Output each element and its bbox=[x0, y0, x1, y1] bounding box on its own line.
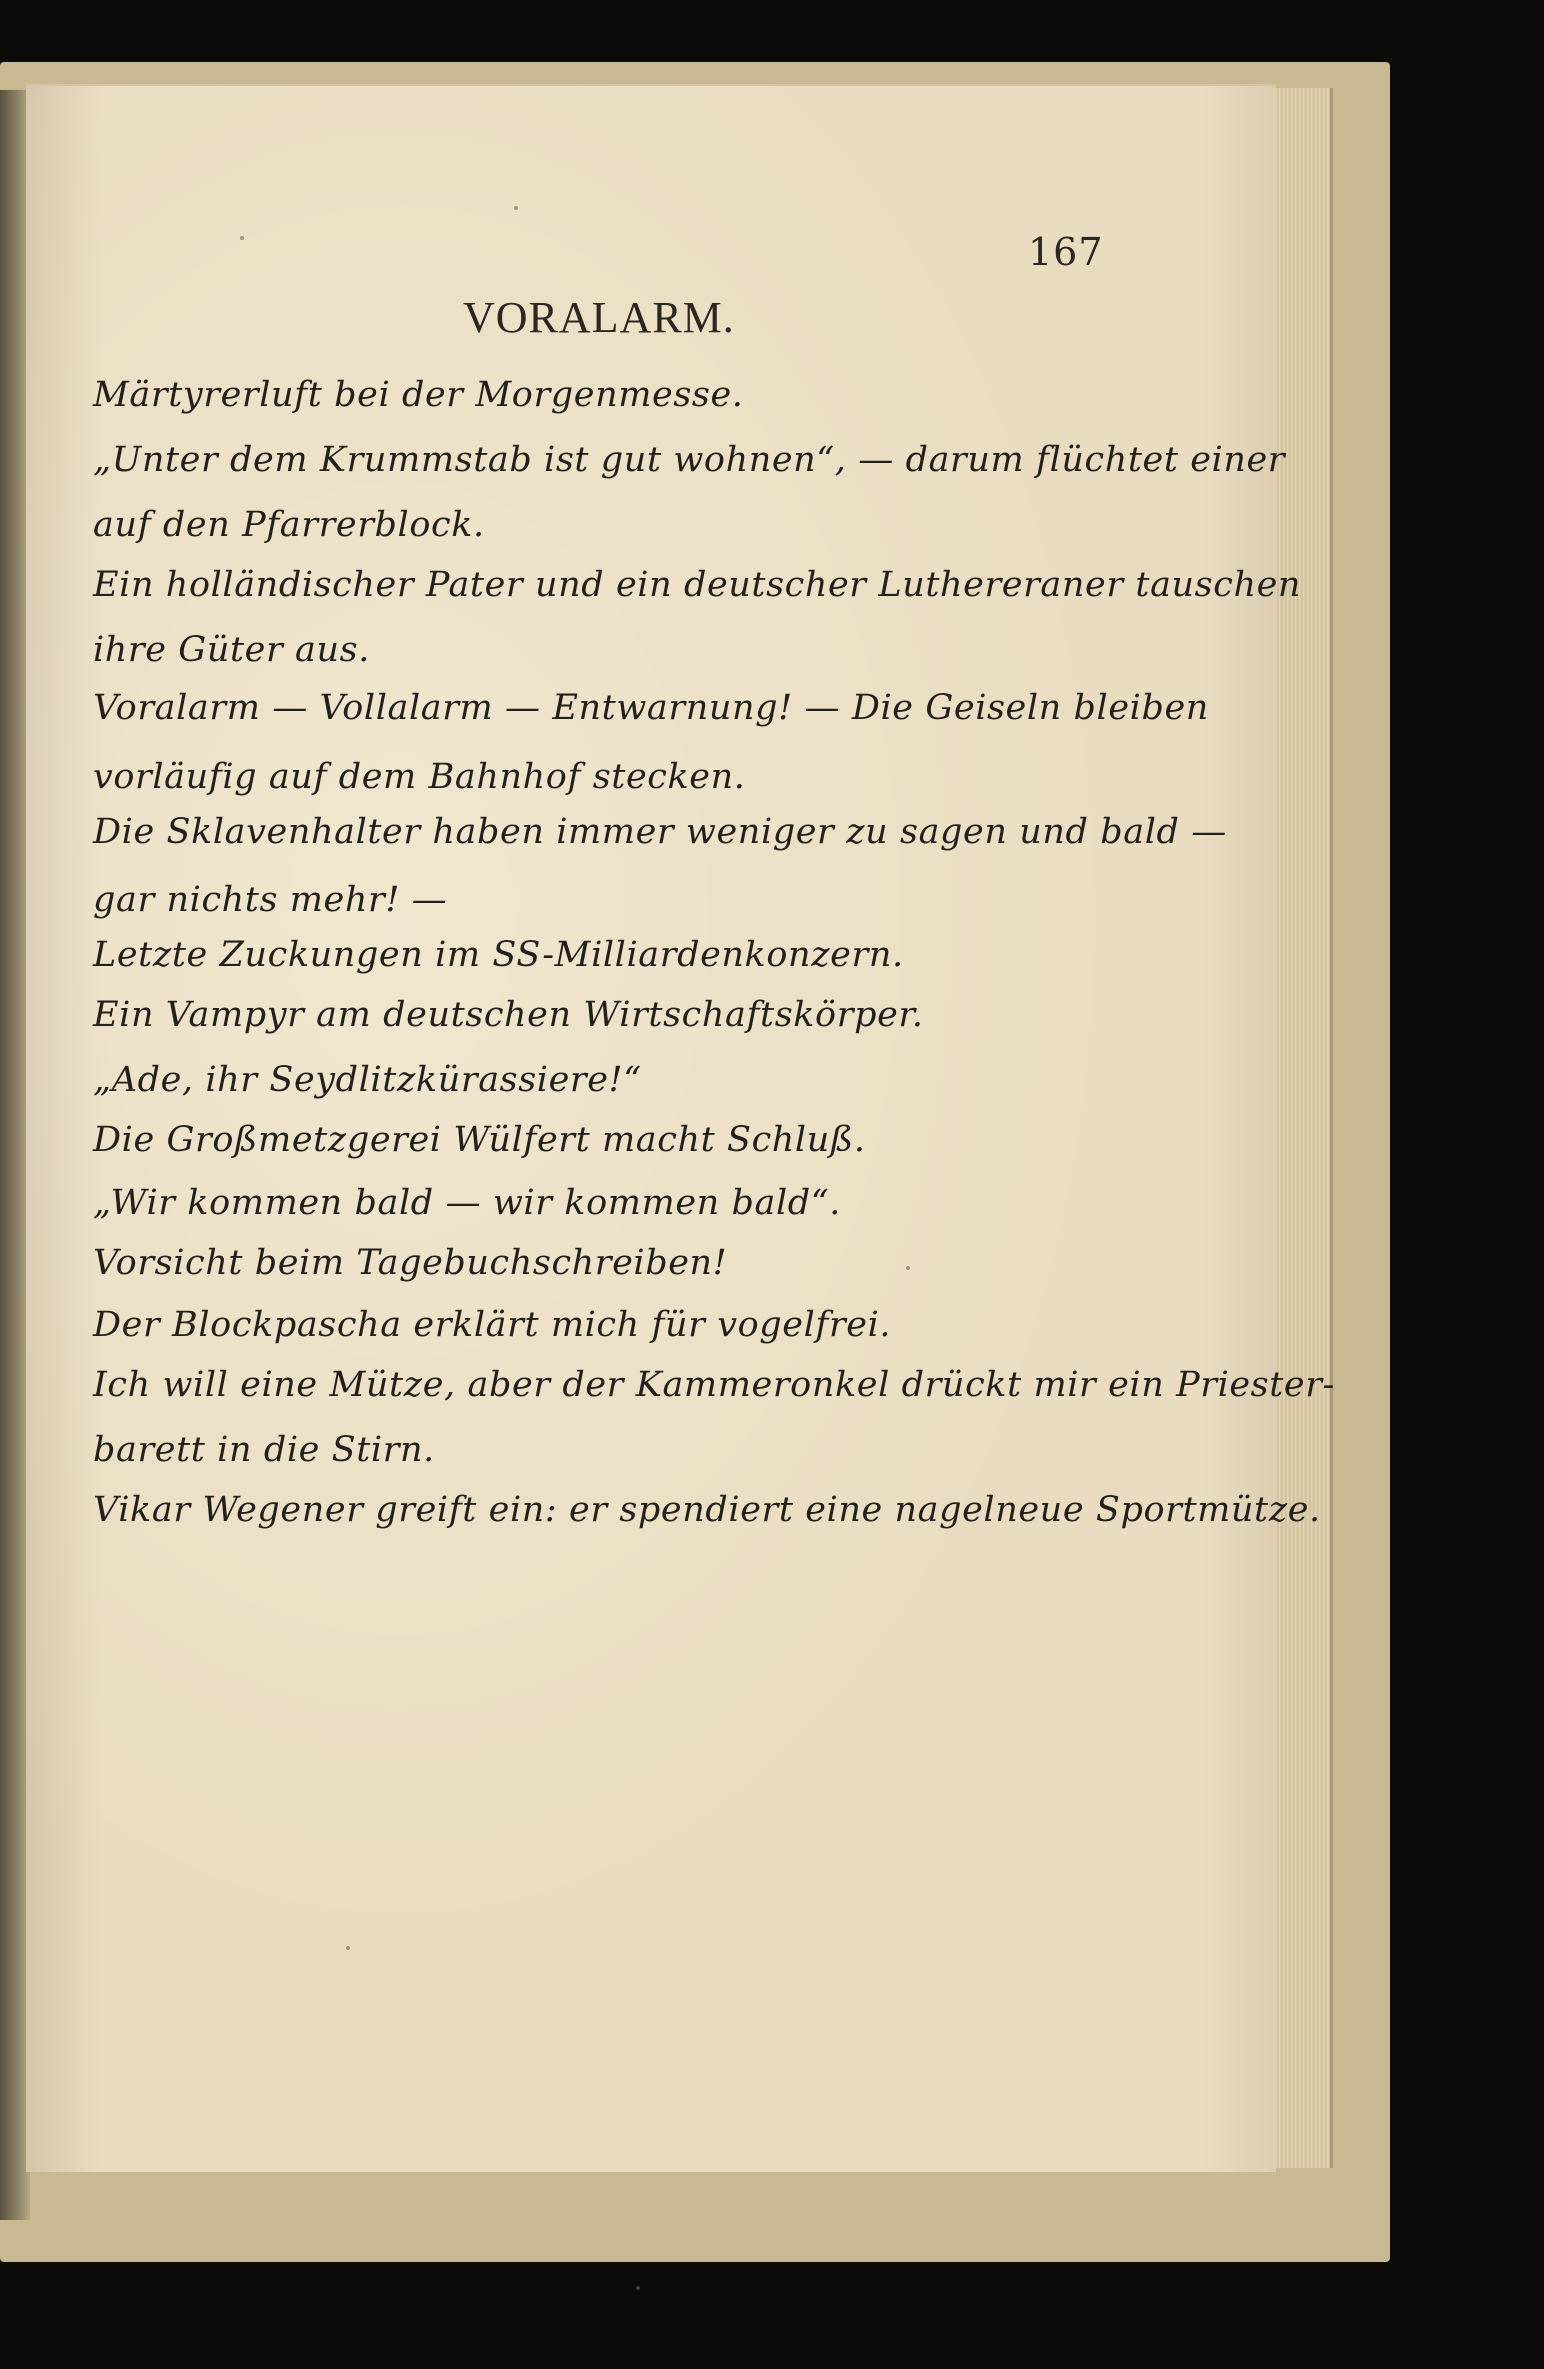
text-line: vorläufig auf dem Bahnhof stecken. bbox=[93, 757, 746, 797]
text-line: Die Sklavenhalter haben immer weniger zu sagen und bald — bbox=[93, 812, 1227, 852]
text-line: „Unter dem Krummstab ist gut wohnen“, — darum flüchtet einer bbox=[93, 440, 1286, 480]
text-line: „Wir kommen bald — wir kommen bald“. bbox=[93, 1183, 841, 1223]
text-line: auf den Pfarrerblock. bbox=[93, 505, 485, 545]
text-line: Vorsicht beim Tagebuchschreiben! bbox=[93, 1243, 728, 1283]
chapter-title: VORALARM. bbox=[463, 293, 735, 342]
text-line: Ein Vampyr am deutschen Wirtschaftskörper. bbox=[93, 995, 924, 1035]
text-line: Vikar Wegener greift ein: er spendiert eine nagelneue Sportmütze. bbox=[93, 1490, 1321, 1530]
text-line: Die Großmetzgerei Wülfert macht Schluß. bbox=[93, 1120, 866, 1160]
text-line: Der Blockpascha erklärt mich für vogelfrei. bbox=[93, 1305, 892, 1345]
text-line: Ein holländischer Pater und ein deutscher Luthereraner tauschen bbox=[93, 565, 1302, 605]
text-line: barett in die Stirn. bbox=[93, 1430, 435, 1470]
text-line: Märtyrerluft bei der Morgenmesse. bbox=[93, 375, 744, 415]
text-line: Letzte Zuckungen im SS-Milliardenkonzern. bbox=[93, 935, 904, 975]
page-number: 167 bbox=[1028, 230, 1104, 274]
text-line: „Ade, ihr Seydlitzkürassiere!“ bbox=[93, 1060, 642, 1100]
text-line: Voralarm — Vollalarm — Entwarnung! — Die Geiseln bleiben bbox=[93, 688, 1209, 728]
text-line: ihre Güter aus. bbox=[93, 630, 370, 670]
page-edges bbox=[1268, 88, 1333, 2168]
text-line: Ich will eine Mütze, aber der Kammeronkel drückt mir ein Priester- bbox=[93, 1365, 1335, 1405]
text-line: gar nichts mehr! — bbox=[93, 880, 448, 920]
